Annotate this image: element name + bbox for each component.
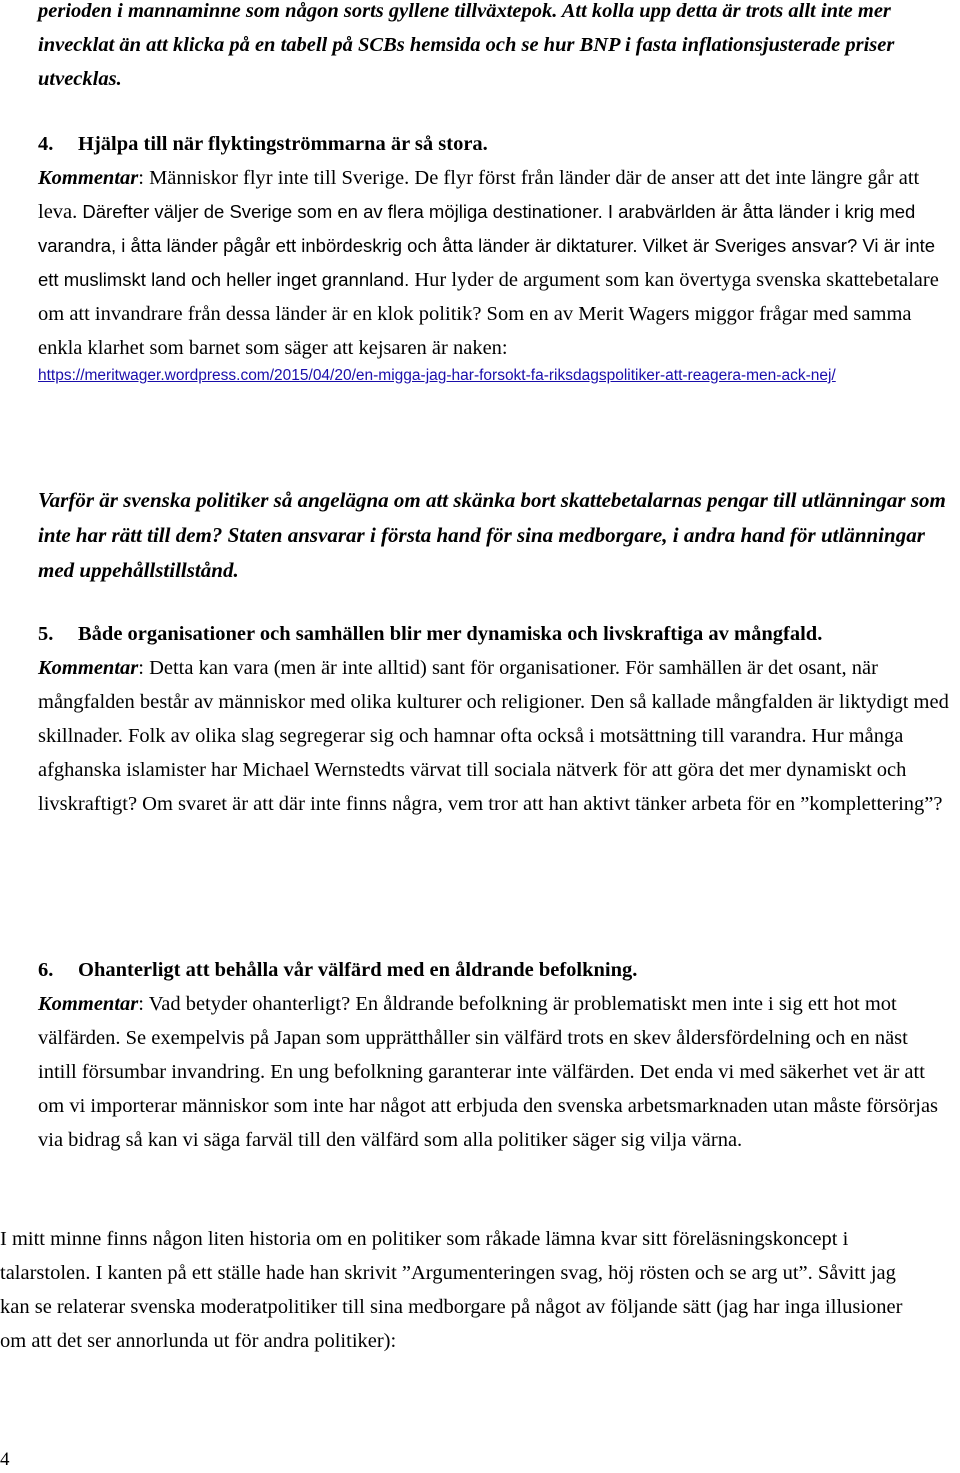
section-4-kommentar-label: Kommentar [38, 167, 139, 189]
section-4 [38, 127, 950, 387]
section-5 [38, 617, 950, 821]
section-5-title: Både organisationer och samhällen blir mer dynamiska och livskraftiga av mångfald. [78, 623, 823, 645]
section-5-kommentar-label: Kommentar [38, 657, 139, 679]
section-4-comment-intro [38, 161, 950, 365]
page-number: 4 [0, 1449, 10, 1470]
section-6-title: Ohanterligt att behålla vår välfärd med en åldrande befolkning. [78, 959, 638, 981]
section-4-heading [38, 127, 950, 161]
section-4-comment-sans: Därefter väljer de Sverige som en av flera möjliga destinationer. I arabvärlden är åtta länder i krig med varandra, i åtta länder pågår ett inbördeskrig och åtta länder är diktaturer. Vilket är Sveriges ansvar? Vi är inte ett muslimskt land och heller inget grannland. [38, 201, 936, 290]
section-5-comment-text: : Detta kan vara (men är inte alltid) sant för organisationer. För samhällen är det osant, när mångfalden består av människor med olika kulturer och religioner. Den så kallade mångfalden är liktydigt med skillnader. Folk av olika slag segregerar sig och hamnar ofta också i motsättning till varandra. Hur många afghanska islamister har Michael Wernstedts värvat till sociala nätverk för att göra det mer dynamiskt och livskraftigt? Om svaret är att där inte finns några, vem tror att han aktivt tänker arbeta för en ”komplettering”? [38, 657, 949, 815]
section-6-comment [38, 987, 950, 1157]
section-6-kommentar-label: Kommentar [38, 993, 139, 1015]
section-6 [38, 953, 950, 1157]
section-6-heading [38, 953, 950, 987]
intro-paragraph: perioden i mannaminne som någon sorts gyllene tillväxtepok. Att kolla upp detta är trots allt inte mer invecklat än att klicka på en tabell på SCBs hemsida och se hur BNP i fasta inflationsjusterade priser utvecklas. [38, 0, 895, 90]
section-4-comment-text-2: Hur lyder de argument som kan övertyga svenska skattebetalare om att invandrare från dessa länder är en klok politik? Som en av Merit Wagers miggor frågar med samma enkla klarhet som barnet som säger att kejsaren är naken: [38, 269, 939, 359]
section-5-heading [38, 617, 938, 651]
section-4-comment-text: : Människor flyr inte till Sverige. De flyr först från länder där de anser att det inte längre går att leva. [38, 167, 920, 223]
section-6-number: 6. [38, 959, 54, 981]
closing-paragraph: I mitt minne finns någon liten historia om en politiker som råkade lämna kvar sitt föreläsningskoncept i talarstolen. I kanten på ett ställe hade han skrivit ”Argumenteringen svag, höj rösten och se arg ut”. Såvitt jag kan se relaterar svenska moderatpolitiker till sina medborgare på något av följande sätt (jag har inga illusioner om att det ser annorlunda ut för andra politiker): [0, 1228, 903, 1352]
merit-wager-link[interactable]: https://meritwager.wordpress.com/2015/04/20/en-migga-jag-har-forsokt-fa-riksdagspolitiker-att-reagera-men-ack-nej/ [38, 367, 836, 384]
question-paragraph: Varför är svenska politiker så angelägna om att skänka bort skattebetalarnas pengar till utlänningar som inte har rätt till dem? Staten ansvarar i första hand för sina medborgare, i andra hand för utlänningar med uppehållstillstånd. [38, 488, 946, 582]
section-6-comment-text: : Vad betyder ohanterligt? En åldrande befolkning är problematiskt men inte i sig ett hot mot välfärden. Se exempelvis på Japan som upprätthåller sin välfärd trots en skev åldersfördelning och en näst intill försumbar invandring. En ung befolkning garanterar inte välfärden. Det enda vi med säkerhet vet är att om vi importerar människor som inte har något att erbjuda den svenska arbetsmarknaden utan måste försörjas via bidrag så kan vi säga farväl till den välfärd som alla politiker säger sig vilja värna. [38, 993, 939, 1151]
section-4-title: Hjälpa till när flyktingströmmarna är så stora. [78, 133, 488, 155]
section-5-comment [38, 651, 950, 821]
section-4-number: 4. [38, 133, 54, 155]
section-5-number: 5. [38, 623, 54, 645]
